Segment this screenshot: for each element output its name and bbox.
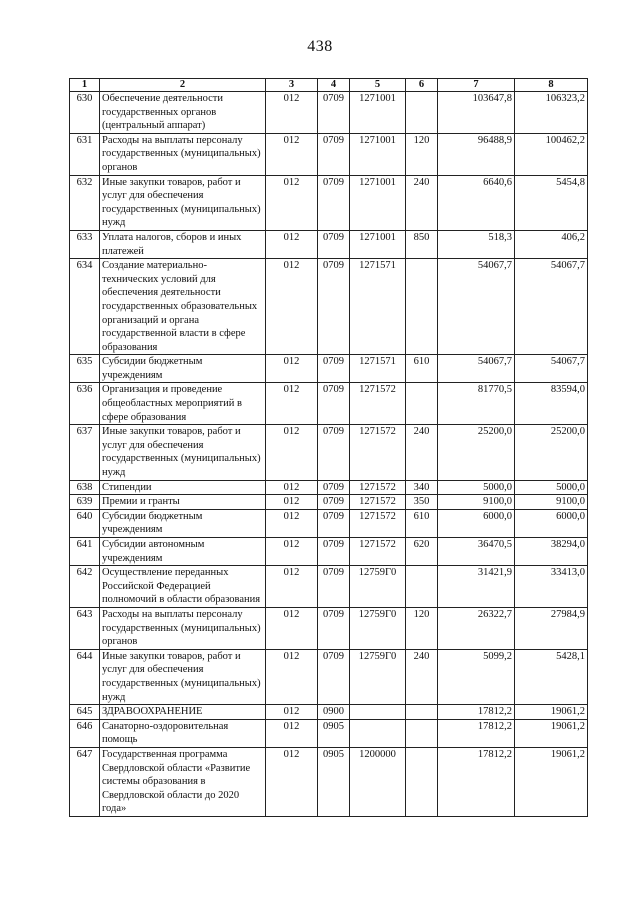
row-code-3: 012 — [266, 175, 318, 230]
row-code-4: 0709 — [318, 92, 350, 134]
row-amount-7: 103647,8 — [438, 92, 515, 134]
table-row — [70, 538, 588, 566]
row-amount-8: 19061,2 — [515, 747, 588, 816]
table-row — [70, 719, 588, 747]
row-name: Создание материально-технических условий для обеспечения деятельности государственных образовательных организаций и органа государственной власти в сфере образования — [100, 259, 266, 355]
row-code-5: 12759Г0 — [350, 607, 406, 649]
row-code-6: 120 — [406, 607, 438, 649]
row-name: Стипендии — [100, 480, 266, 495]
row-amount-7: 81770,5 — [438, 383, 515, 425]
row-number: 640 — [70, 509, 100, 537]
table-body — [70, 92, 588, 817]
row-name: Уплата налогов, сборов и иных платежей — [100, 230, 266, 258]
row-amount-8: 5454,8 — [515, 175, 588, 230]
row-code-3: 012 — [266, 355, 318, 383]
row-name: Организация и проведение общеобластных мероприятий в сфере образования — [100, 383, 266, 425]
row-name: Премии и гранты — [100, 495, 266, 510]
table-row — [70, 259, 588, 355]
row-amount-7: 26322,7 — [438, 607, 515, 649]
row-code-3: 012 — [266, 719, 318, 747]
row-number: 636 — [70, 383, 100, 425]
row-amount-7: 17812,2 — [438, 719, 515, 747]
row-code-4: 0709 — [318, 495, 350, 510]
row-code-6: 620 — [406, 538, 438, 566]
row-amount-7: 54067,7 — [438, 355, 515, 383]
row-code-6: 120 — [406, 133, 438, 175]
table-row — [70, 480, 588, 495]
row-code-4: 0709 — [318, 480, 350, 495]
row-code-4: 0905 — [318, 747, 350, 816]
row-code-3: 012 — [266, 495, 318, 510]
row-number: 635 — [70, 355, 100, 383]
column-header: 3 — [266, 79, 318, 92]
row-number: 641 — [70, 538, 100, 566]
row-number: 645 — [70, 705, 100, 720]
row-amount-8: 27984,9 — [515, 607, 588, 649]
row-code-5: 1271572 — [350, 480, 406, 495]
row-code-6 — [406, 719, 438, 747]
row-code-5: 1271572 — [350, 538, 406, 566]
row-code-5: 12759Г0 — [350, 649, 406, 704]
row-number: 639 — [70, 495, 100, 510]
row-name: Субсидии бюджетным учреждениям — [100, 355, 266, 383]
column-header: 1 — [70, 79, 100, 92]
row-code-3: 012 — [266, 92, 318, 134]
row-code-4: 0709 — [318, 425, 350, 480]
column-header: 8 — [515, 79, 588, 92]
row-amount-7: 5000,0 — [438, 480, 515, 495]
row-code-4: 0709 — [318, 607, 350, 649]
row-code-5: 1271001 — [350, 92, 406, 134]
row-code-6 — [406, 566, 438, 608]
row-amount-8: 54067,7 — [515, 259, 588, 355]
row-amount-7: 25200,0 — [438, 425, 515, 480]
table-row — [70, 705, 588, 720]
row-code-5: 1271571 — [350, 259, 406, 355]
row-code-3: 012 — [266, 607, 318, 649]
row-code-3: 012 — [266, 649, 318, 704]
row-code-3: 012 — [266, 383, 318, 425]
row-code-5: 1271572 — [350, 509, 406, 537]
row-code-4: 0709 — [318, 383, 350, 425]
row-code-6: 350 — [406, 495, 438, 510]
row-amount-8: 106323,2 — [515, 92, 588, 134]
table-row — [70, 383, 588, 425]
row-number: 643 — [70, 607, 100, 649]
row-code-6 — [406, 747, 438, 816]
row-amount-8: 19061,2 — [515, 719, 588, 747]
row-amount-7: 54067,7 — [438, 259, 515, 355]
row-code-6 — [406, 705, 438, 720]
row-code-5 — [350, 705, 406, 720]
row-amount-7: 96488,9 — [438, 133, 515, 175]
column-header: 6 — [406, 79, 438, 92]
row-amount-8: 25200,0 — [515, 425, 588, 480]
row-code-3: 012 — [266, 230, 318, 258]
row-code-4: 0905 — [318, 719, 350, 747]
row-code-5: 1271572 — [350, 495, 406, 510]
row-amount-8: 83594,0 — [515, 383, 588, 425]
row-code-4: 0709 — [318, 566, 350, 608]
table-row — [70, 230, 588, 258]
row-number: 647 — [70, 747, 100, 816]
row-amount-7: 6000,0 — [438, 509, 515, 537]
row-amount-8: 100462,2 — [515, 133, 588, 175]
row-code-5: 1271001 — [350, 230, 406, 258]
row-name: ЗДРАВООХРАНЕНИЕ — [100, 705, 266, 720]
row-code-6: 240 — [406, 425, 438, 480]
row-number: 638 — [70, 480, 100, 495]
row-code-6: 850 — [406, 230, 438, 258]
row-amount-8: 5000,0 — [515, 480, 588, 495]
row-amount-7: 36470,5 — [438, 538, 515, 566]
row-code-5: 1271001 — [350, 133, 406, 175]
row-amount-8: 9100,0 — [515, 495, 588, 510]
row-number: 633 — [70, 230, 100, 258]
row-name: Обеспечение деятельности государственных органов (центральный аппарат) — [100, 92, 266, 134]
table-row — [70, 747, 588, 816]
row-code-4: 0709 — [318, 649, 350, 704]
row-amount-8: 54067,7 — [515, 355, 588, 383]
row-code-4: 0709 — [318, 230, 350, 258]
table-row — [70, 133, 588, 175]
table-row — [70, 425, 588, 480]
row-number: 642 — [70, 566, 100, 608]
row-name: Иные закупки товаров, работ и услуг для обеспечения государственных (муниципальных) нужд — [100, 175, 266, 230]
row-name: Санаторно-оздоровительная помощь — [100, 719, 266, 747]
row-code-5: 1271571 — [350, 355, 406, 383]
row-code-6: 610 — [406, 355, 438, 383]
row-code-6 — [406, 383, 438, 425]
column-header: 4 — [318, 79, 350, 92]
row-amount-7: 6640,6 — [438, 175, 515, 230]
row-number: 644 — [70, 649, 100, 704]
row-code-6: 340 — [406, 480, 438, 495]
row-code-4: 0709 — [318, 175, 350, 230]
row-code-5: 1271572 — [350, 425, 406, 480]
row-code-3: 012 — [266, 747, 318, 816]
budget-table — [69, 78, 588, 817]
row-code-3: 012 — [266, 705, 318, 720]
table-row — [70, 649, 588, 704]
row-code-5 — [350, 719, 406, 747]
row-code-3: 012 — [266, 509, 318, 537]
row-amount-7: 5099,2 — [438, 649, 515, 704]
column-header: 7 — [438, 79, 515, 92]
row-name: Расходы на выплаты персоналу государственных (муниципальных) органов — [100, 607, 266, 649]
row-amount-8: 33413,0 — [515, 566, 588, 608]
row-code-4: 0709 — [318, 259, 350, 355]
row-amount-7: 9100,0 — [438, 495, 515, 510]
row-number: 634 — [70, 259, 100, 355]
row-amount-8: 19061,2 — [515, 705, 588, 720]
row-amount-7: 31421,9 — [438, 566, 515, 608]
row-amount-8: 5428,1 — [515, 649, 588, 704]
row-code-6 — [406, 92, 438, 134]
row-code-5: 12759Г0 — [350, 566, 406, 608]
row-code-3: 012 — [266, 480, 318, 495]
row-code-5: 1271001 — [350, 175, 406, 230]
row-code-4: 0709 — [318, 509, 350, 537]
table-row — [70, 607, 588, 649]
row-name: Расходы на выплаты персоналу государственных (муниципальных) органов — [100, 133, 266, 175]
page-number: 438 — [307, 38, 333, 55]
row-code-6: 240 — [406, 175, 438, 230]
row-amount-7: 17812,2 — [438, 747, 515, 816]
row-amount-8: 406,2 — [515, 230, 588, 258]
row-code-5: 1200000 — [350, 747, 406, 816]
row-code-6: 610 — [406, 509, 438, 537]
row-name: Государственная программа Свердловской области «Развитие системы образования в Свердловской области до 2020 года» — [100, 747, 266, 816]
row-amount-7: 17812,2 — [438, 705, 515, 720]
row-name: Иные закупки товаров, работ и услуг для обеспечения государственных (муниципальных) нужд — [100, 425, 266, 480]
row-number: 631 — [70, 133, 100, 175]
row-code-3: 012 — [266, 566, 318, 608]
row-code-3: 012 — [266, 425, 318, 480]
row-code-4: 0900 — [318, 705, 350, 720]
row-name: Субсидии бюджетным учреждениям — [100, 509, 266, 537]
table-row — [70, 92, 588, 134]
column-header: 5 — [350, 79, 406, 92]
row-amount-7: 518,3 — [438, 230, 515, 258]
row-code-4: 0709 — [318, 133, 350, 175]
row-code-4: 0709 — [318, 538, 350, 566]
row-name: Осуществление переданных Российской Федерацией полномочий в области образования — [100, 566, 266, 608]
row-amount-8: 6000,0 — [515, 509, 588, 537]
column-header: 2 — [100, 79, 266, 92]
row-number: 632 — [70, 175, 100, 230]
row-amount-8: 38294,0 — [515, 538, 588, 566]
row-code-4: 0709 — [318, 355, 350, 383]
table-row — [70, 175, 588, 230]
row-name: Субсидии автономным учреждениям — [100, 538, 266, 566]
row-code-3: 012 — [266, 259, 318, 355]
row-number: 637 — [70, 425, 100, 480]
row-code-3: 012 — [266, 133, 318, 175]
row-number: 646 — [70, 719, 100, 747]
table-row — [70, 355, 588, 383]
row-code-6: 240 — [406, 649, 438, 704]
row-code-5: 1271572 — [350, 383, 406, 425]
row-number: 630 — [70, 92, 100, 134]
table-row — [70, 566, 588, 608]
header-row — [70, 79, 588, 92]
row-code-3: 012 — [266, 538, 318, 566]
row-name: Иные закупки товаров, работ и услуг для обеспечения государственных (муниципальных) нужд — [100, 649, 266, 704]
row-code-6 — [406, 259, 438, 355]
table-row — [70, 509, 588, 537]
table-row — [70, 495, 588, 510]
